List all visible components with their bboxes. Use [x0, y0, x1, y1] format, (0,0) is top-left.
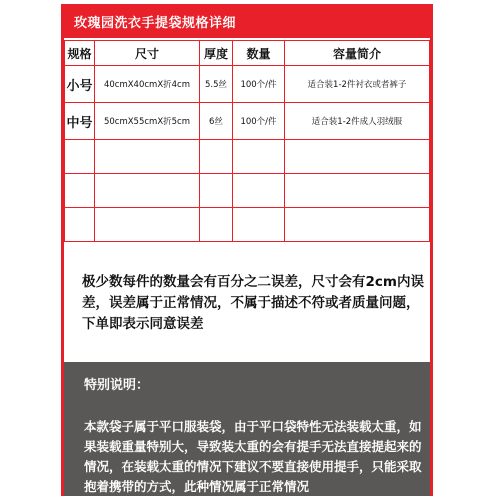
error-tolerance-note: 极少数每件的数量会有百分之二误差，尺寸会有2cm内误差，误差属于正常情况，不属于描述不符或者质量问题，下单即表示同意误差 [82, 274, 424, 332]
spec-card [61, 4, 433, 496]
empty-table-row [65, 208, 430, 242]
col-header-quantity: 数量 [233, 41, 285, 66]
special-notice-body: 本款袋子属于平口服装袋，由于平口袋特性无法装载太重，如果装载重量特别大，导致装太重的会有提手无法直接提起来的情况，在装载太重的情况下建议不要直接使用提手，只能采取抱着携带的方式，此种情况属于正常情况 [84, 419, 422, 494]
spec-table [64, 40, 430, 242]
col-header-thickness: 厚度 [200, 41, 233, 66]
empty-table-row [65, 174, 430, 208]
spec-title: 玫瑰园洗衣手提袋规格详细 [74, 15, 237, 31]
cell-quantity: 100个/件 [233, 66, 285, 103]
cell-capacity: 适合装1-2件衬衣或者裤子 [285, 66, 430, 103]
col-header-size: 尺寸 [95, 41, 200, 66]
cell-thickness: 5.5丝 [200, 66, 233, 103]
cell-size: 50cmX55cmX折5cm [95, 103, 200, 140]
col-header-spec: 规格 [65, 41, 95, 66]
table-row [65, 66, 430, 103]
spec-header [64, 4, 430, 38]
empty-table-row [65, 140, 430, 174]
table-row [65, 103, 430, 140]
cell-quantity: 100个/件 [233, 103, 285, 140]
special-notice-title: 特别说明： [84, 378, 150, 393]
cell-spec: 中号 [65, 103, 95, 140]
cell-thickness: 6丝 [200, 103, 233, 140]
cell-capacity: 适合装1-2件成人羽绒服 [285, 103, 430, 140]
table-header-row [65, 41, 430, 66]
col-header-capacity: 容量简介 [285, 41, 430, 66]
special-notice-panel [64, 362, 430, 496]
cell-size: 40cmX40cmX折4cm [95, 66, 200, 103]
cell-spec: 小号 [65, 66, 95, 103]
